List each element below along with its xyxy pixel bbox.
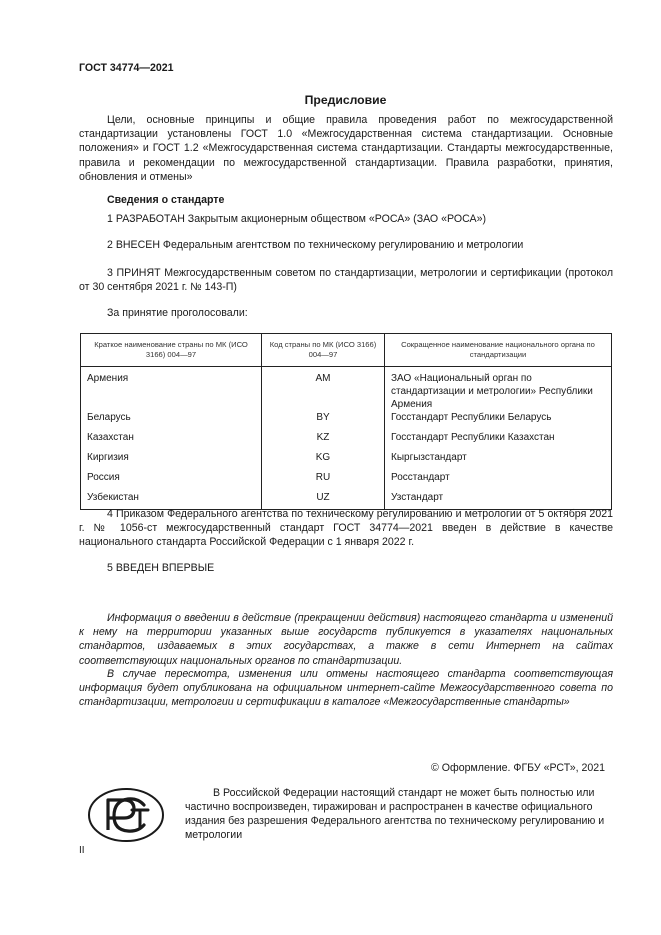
item-developed: 1 РАЗРАБОТАН Закрытым акционерным обществом «РОСА» (ЗАО «РОСА»): [107, 213, 486, 225]
item-order: 4 Приказом Федерального агентства по техническому регулированию и метрологии от 5 октября 2021 г. № 1056-ст межгосударственный стандарт ГОСТ 34774—2021 введен в действие в качестве национального стандарта Российской Федерации с 1 января 2022 г.: [79, 508, 613, 549]
info-heading: Сведения о стандарте: [107, 194, 225, 206]
cell-code: BY: [262, 411, 385, 431]
cell-country: Армения: [81, 367, 262, 412]
cell-body: ЗАО «Национальный орган по стандартизации и метрологии» Республики Армения: [385, 367, 612, 412]
cell-code: UZ: [262, 491, 385, 510]
cell-country: Беларусь: [81, 411, 262, 431]
cell-body: Госстандарт Республики Беларусь: [385, 411, 612, 431]
rst-logo: [86, 786, 166, 844]
cell-country: Россия: [81, 471, 262, 491]
table-row: [81, 451, 612, 471]
table-row: [81, 431, 612, 451]
item-adopted: 3 ПРИНЯТ Межгосударственным советом по стандартизации, метрологии и сертификации (протокол от 30 сентября 2021 г. № 143-П): [79, 267, 613, 294]
item-introduced: 2 ВНЕСЕН Федеральным агентством по техническому регулированию и метрологии: [107, 239, 524, 251]
table-row: [81, 367, 612, 412]
header-country: Краткое наименование страны по МК (ИСО 3166) 004—97: [81, 334, 262, 367]
voting-table: [80, 333, 612, 510]
cell-code: KG: [262, 451, 385, 471]
cell-code: RU: [262, 471, 385, 491]
intro-paragraph: Цели, основные принципы и общие правила проведения работ по межгосударственной стандартизации установлены ГОСТ 1.0 «Межгосударственная система стандартизации. Основные положения» и ГОСТ 1.2 «Межгосударственная система стандартизации. Стандарты межгосударственные, правила и рекомендации по межгосударственной стандартизации. Правила разработки, принятия, обновления и отмены»: [79, 114, 613, 183]
header-body: Сокращенное наименование национального органа по стандартизации: [385, 334, 612, 367]
item-first: 5 ВВЕДЕН ВПЕРВЫЕ: [107, 562, 215, 574]
table-row: [81, 411, 612, 431]
page-title: Предисловие: [304, 93, 387, 107]
cell-country: Киргизия: [81, 451, 262, 471]
notice-paragraph-2: В случае пересмотра, изменения или отмены настоящего стандарта соответствующая информация будет опубликована на официальном интернет-сайте Межгосударственного совета по стандартизации, метрологии и сертификации в каталоге «Межгосударственные стандарты»: [79, 668, 613, 709]
table-header-row: [81, 334, 612, 367]
cell-country: Казахстан: [81, 431, 262, 451]
voted-intro: За принятие проголосовали:: [107, 307, 248, 319]
cell-country: Узбекистан: [81, 491, 262, 510]
rf-reproduction-notice: В Российской Федерации настоящий стандарт не может быть полностью или частично воспроизведен, тиражирован и распространен в качестве официального издания без разрешения Федерального агентства по техническому регулированию и метрологии: [185, 787, 605, 841]
cell-body: Кыргызстандарт: [385, 451, 612, 471]
copyright-notice: © Оформление. ФГБУ «РСТ», 2021: [431, 762, 606, 774]
cell-body: Узстандарт: [385, 491, 612, 510]
cell-code: KZ: [262, 431, 385, 451]
header-code: Код страны по МК (ИСО 3166) 004—97: [262, 334, 385, 367]
page-number: II: [79, 845, 85, 856]
cell-body: Росстандарт: [385, 471, 612, 491]
cell-code: AM: [262, 367, 385, 412]
document-code-header: ГОСТ 34774—2021: [79, 62, 174, 74]
cell-body: Госстандарт Республики Казахстан: [385, 431, 612, 451]
notice-paragraph-1: Информация о введении в действие (прекращении действия) настоящего стандарта и изменений к нему на территории указанных выше государств публикуется в указателях национальных стандартов, издаваемых в этих государствах, а также в сети Интернет на сайтах соответствующих национальных органов по стандартизации.: [79, 612, 613, 667]
table-row: [81, 471, 612, 491]
